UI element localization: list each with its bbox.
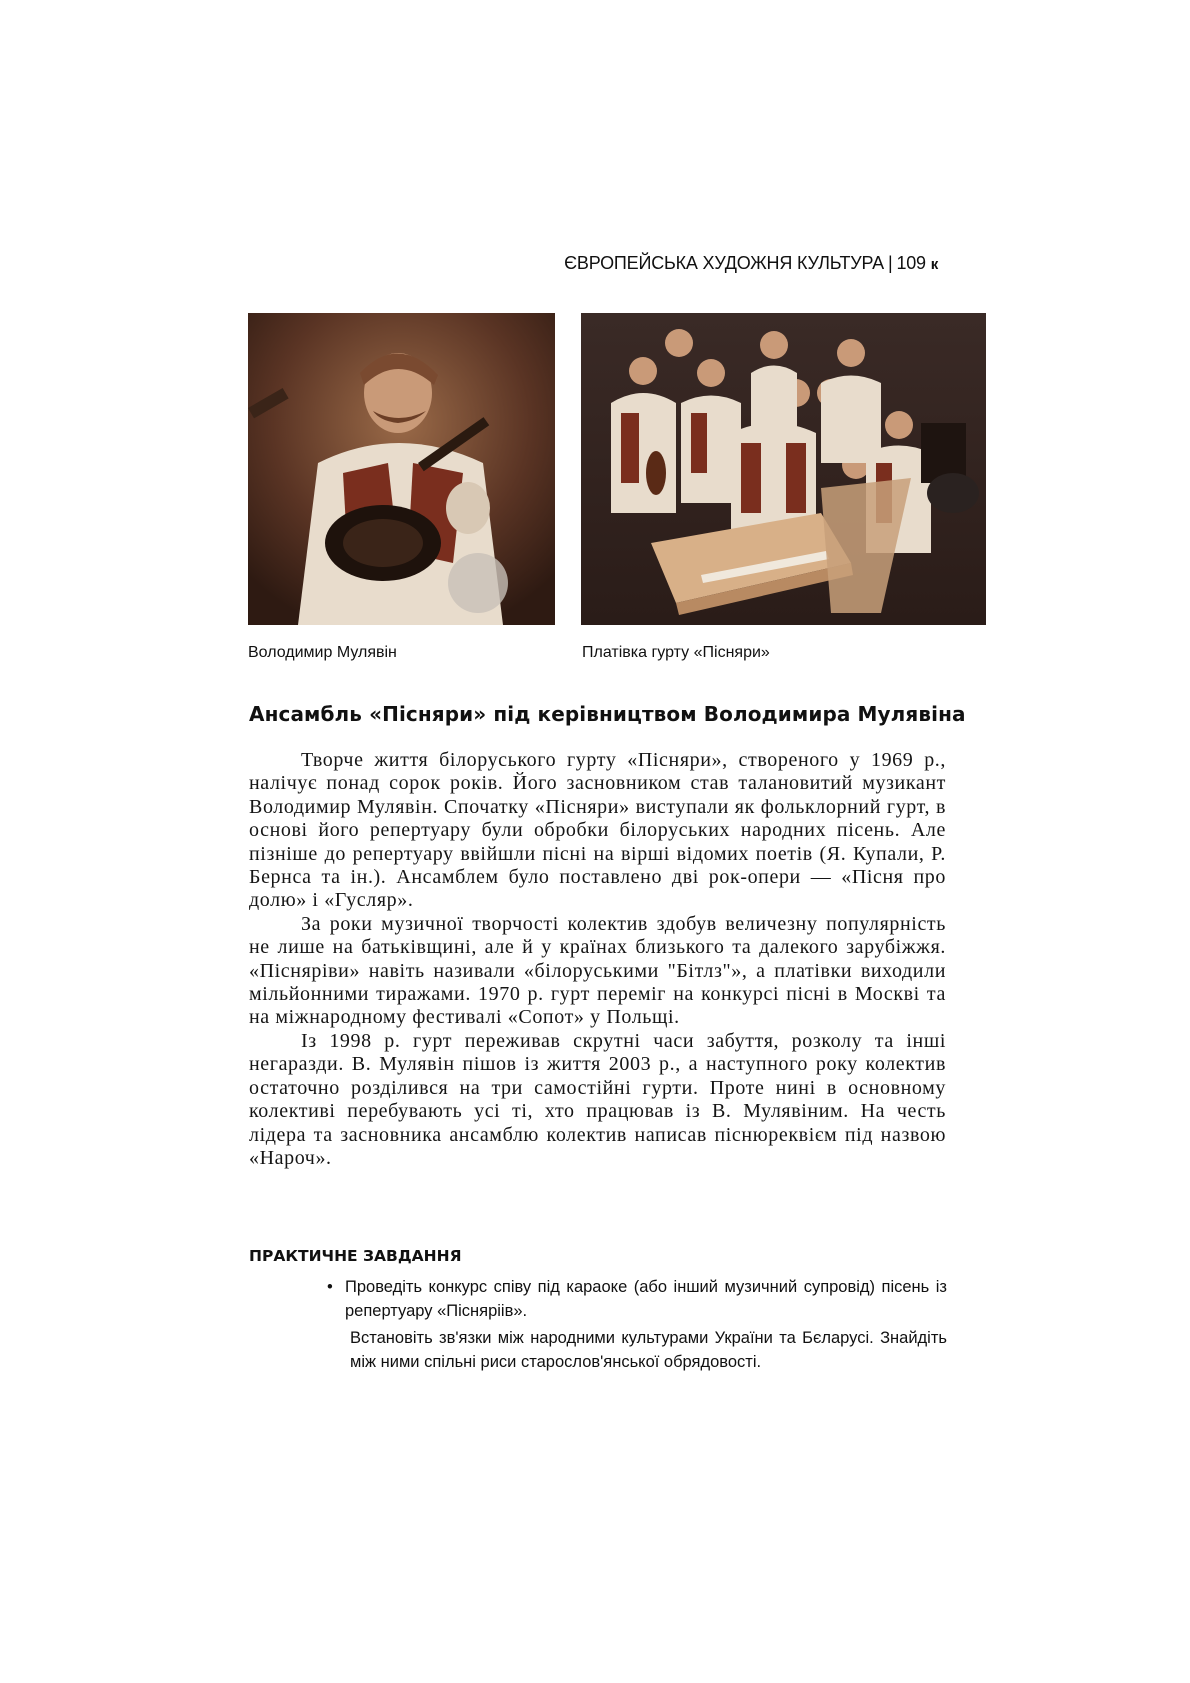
section-heading: Ансамбль «Пісняри» під керівництвом Володимира Мулявіна	[249, 702, 966, 726]
article-body	[249, 749, 946, 1170]
header-title: ЄВРОПЕЙСЬКА ХУДОЖНЯ КУЛЬТУРА	[564, 253, 884, 273]
page-mark: к	[930, 256, 938, 273]
bullet-icon: •	[327, 1278, 333, 1296]
caption-right: Платівка гурту «Пісняри»	[582, 644, 770, 661]
caption-left: Володимир Мулявін	[248, 644, 397, 661]
task-item-1-text: Проведіть конкурс співу під караоке (або інший музичний супровід) пісень із репертуару «Пісняріів».	[345, 1278, 947, 1320]
photo-pesniary-group	[581, 313, 986, 625]
task-item-1	[327, 1275, 947, 1323]
photo-right-image	[581, 313, 986, 625]
photo-left-image	[248, 313, 555, 625]
page-number: 109	[896, 253, 926, 273]
practical-task-list	[327, 1275, 947, 1374]
paragraph-2: За роки музичної творчості колектив здобув величезну популярність не лише на батьківщині, але й у країнах близького та далекого зарубіжжя. «Пісняріви» навіть називали «білоруськими "Бітлз"», а платівки виходили мільйонними тиражами. 1970 р. гурт переміг на конкурсі пісні в Москві та на міжнародному фестивалі «Сопот» у Польщі.	[249, 912, 946, 1029]
photo-volodymyr-mulyavin	[248, 313, 555, 625]
practical-task-title: ПРАКТИЧНЕ ЗАВДАННЯ	[249, 1247, 462, 1265]
header-separator: |	[887, 253, 893, 273]
task-item-2-text: Встановіть зв'язки між народними культурами України та Бєларусі. Знайдіть між ними спільні риси старослов'янської обрядовості.	[350, 1329, 947, 1371]
task-item-2	[327, 1326, 947, 1374]
paragraph-1: Творче життя білоруського гурту «Пісняри», створеного у 1969 р., налічує понад сорок років. Його засновником став талановитий музикант Володимир Мулявін. Спочатку «Пісняри» виступали як фольклорний гурт, в основі його репертуару були обробки білоруських народних пісень. Але пізніше до репертуару ввійшли пісні на вірші відомих поетів (Я. Купали, Р. Бернса та ін.). Ансамблем було поставлено дві рок-опери — «Пісня про долю» і «Гусляр».	[249, 749, 946, 912]
running-header	[564, 253, 938, 274]
paragraph-3: Із 1998 р. гурт переживав скрутні часи забуття, розколу та інші негаразди. В. Мулявін пішов із життя 2003 р., а наступного року колектив остаточно розділився на три самостійні гурти. Проте нині в основному колективі перебувають усі ті, хто працював із В. Мулявіним. На честь лідера та засновника ансамблю колектив написав піснюреквієм під назвою «Нароч».	[249, 1029, 946, 1169]
